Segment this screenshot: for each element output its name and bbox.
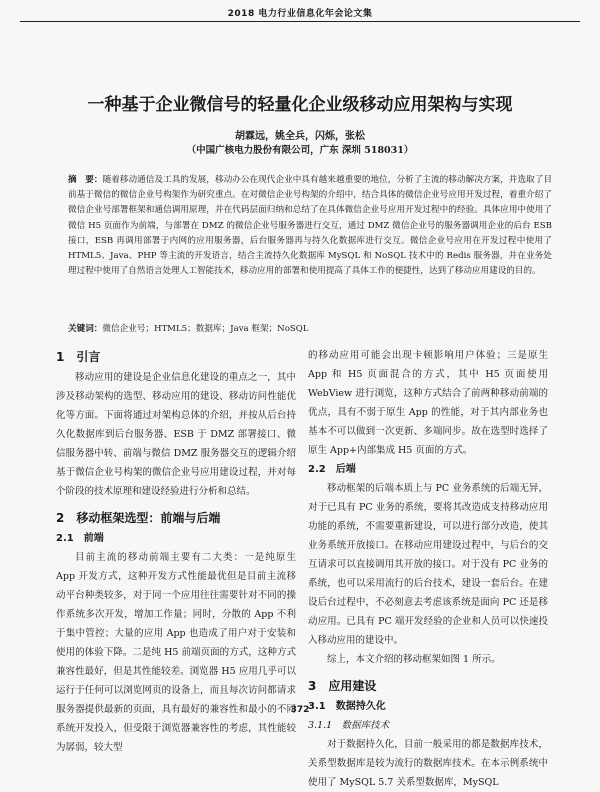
running-head: 2018 电力行业信息化年会论文集 <box>227 9 373 19</box>
paragraph: 目前主流的移动前端主要有二大类：一是纯原生 App 开发方式，这种开发方式性能最优但是目前主流移动平台种类较多，对于同一个应用往往需要针对不同的操作系统多次开发，增加工作量；同时，分散的 App 不利于集中管控；大量的应用 App 也造成了用户对于安装和使用的体验下降。二是纯 H5 前端页面的方式，这种方式兼容性最好，但是其性能较差。浏览器 H5 应用几乎可以运行于任何可以浏览网页的设备上，而且每次访问都请求服务器提供最新的页面，具有最好的兼容性和最小的不同系统开发投入，但受限于浏览器兼容性的考虑，其性能较为孱弱，较大型 <box>56 552 296 753</box>
left-column <box>56 346 296 757</box>
section-heading: 1 引言 <box>56 350 101 364</box>
paragraph: 对于数据持久化，目前一般采用的都是数据库技术，关系型数据库是较为流行的数据库技术。在本示例系统中使用了 MySQL 5.7 关系型数据库，MySQL <box>308 739 548 788</box>
keywords-label: 关键词： <box>68 324 103 334</box>
subsection-heading: 3.1 数据持久化 <box>308 701 386 712</box>
page-number: 372 <box>290 705 310 715</box>
abstract-label: 摘 要： <box>68 175 103 185</box>
paragraph: 移动框架的后端本质上与 PC 业务系统的后端无异，对于已具有 PC 业务的系统，要将其改造成支持移动应用功能的系统，不需要重新建设，可以进行部分改造，使其业务系统开放接口。在移动应用建设过程中，与后台的交互请求可以直接调用其开放的接口。对于没有 PC 业务的系统，也可以采用流行的后台技术，建设一套后台。在建设后台过程中，不必刻意去考虑该系统是面向 PC 还是移动应用。已具有 PC 端开发经验的企业和人员可以快速投入移动应用的建设中。 <box>308 483 548 646</box>
affiliation: （中国广核电力股份有限公司，广东 深圳 518031） <box>186 145 414 156</box>
abstract-text: 随着移动通信及工具的发展，移动办公在现代企业中具有越来越重要的地位，分析了主流的移动解决方案，并选取了目前基于微信的微信企业号构架作为研究重点。在对微信企业号构架的介绍中，结合具体的微信企业号应用开发过程，着重介绍了微信企业号部署框架和通信调用原理，并在代码层面归纳和总结了在具体微信企业号应用开发过程中的经验。具体应用中使用了微信 H5 页面作为前端，与部署在 DMZ 的微信企业号服务器进行交互，通过 DMZ 微信企业号的服务器调用企业的后台 ESB 接口，ESB 再调用部署于内网的应用服务器，后台服务器再与持久化数据库进行交互。微信企业号应用在开发过程中使用了 HTML5、Java、PHP 等主流的开发语言，结合主流持久化数据库 MySQL 和 NoSQL 技术中的 Redis 服务器，并在业务处理过程中使用了自然语言处理人工智能技术，移动应用的部署和使用提高了具体工作的便捷性，达到了移动应用建设的目的。 <box>68 175 552 277</box>
paragraph: 的移动应用可能会出现卡顿影响用户体验；三是原生 App 和 H5 页面混合的方式，其中 H5 页面使用 WebView 进行浏览，这种方式结合了前两种移动前端的优点，具有不弱于原生 App 的性能，对于其内部业务也基本不可以做到一次更新、多端同步。故在选型时选择了原生 App+内部集成 H5 页面的方式。 <box>308 350 548 456</box>
right-column <box>308 346 548 792</box>
keywords-text: 微信企业号；HTML5；数据库；Java 框架；NoSQL <box>102 324 309 334</box>
subsection-heading: 2.1 前端 <box>56 533 104 544</box>
paper-title: 一种基于企业微信号的轻量化企业级移动应用架构与实现 <box>87 95 513 115</box>
subsection-heading: 2.2 后端 <box>308 464 356 475</box>
header-rule <box>20 21 580 22</box>
keywords <box>68 322 552 336</box>
abstract <box>68 173 552 279</box>
paragraph: 移动应用的建设是企业信息化建设的重点之一，其中涉及移动架构的选型、移动应用的建设、移动访问性能优化等方面。下面将通过对架构总体的介绍，并按从后台持久化数据库到后台服务器、ESB 于 DMZ 部署接口、微信服务器中转、前端与微信 DMZ 服务器交互的逻辑介绍基于微信企业号构架的微信企业号应用建设过程，并对每个阶段的技术原理和建设经验进行分析和总结。 <box>56 372 296 497</box>
subsubsection-heading: 3.1.1 数据库技术 <box>308 720 390 731</box>
section-heading: 3 应用建设 <box>308 679 377 693</box>
section-heading: 2 移动框架选型：前端与后端 <box>56 511 221 525</box>
authors: 胡霖远，姚全兵，闪烁，张松 <box>235 131 365 142</box>
paragraph: 综上，本文介绍的移动框架如图 1 所示。 <box>327 654 501 665</box>
